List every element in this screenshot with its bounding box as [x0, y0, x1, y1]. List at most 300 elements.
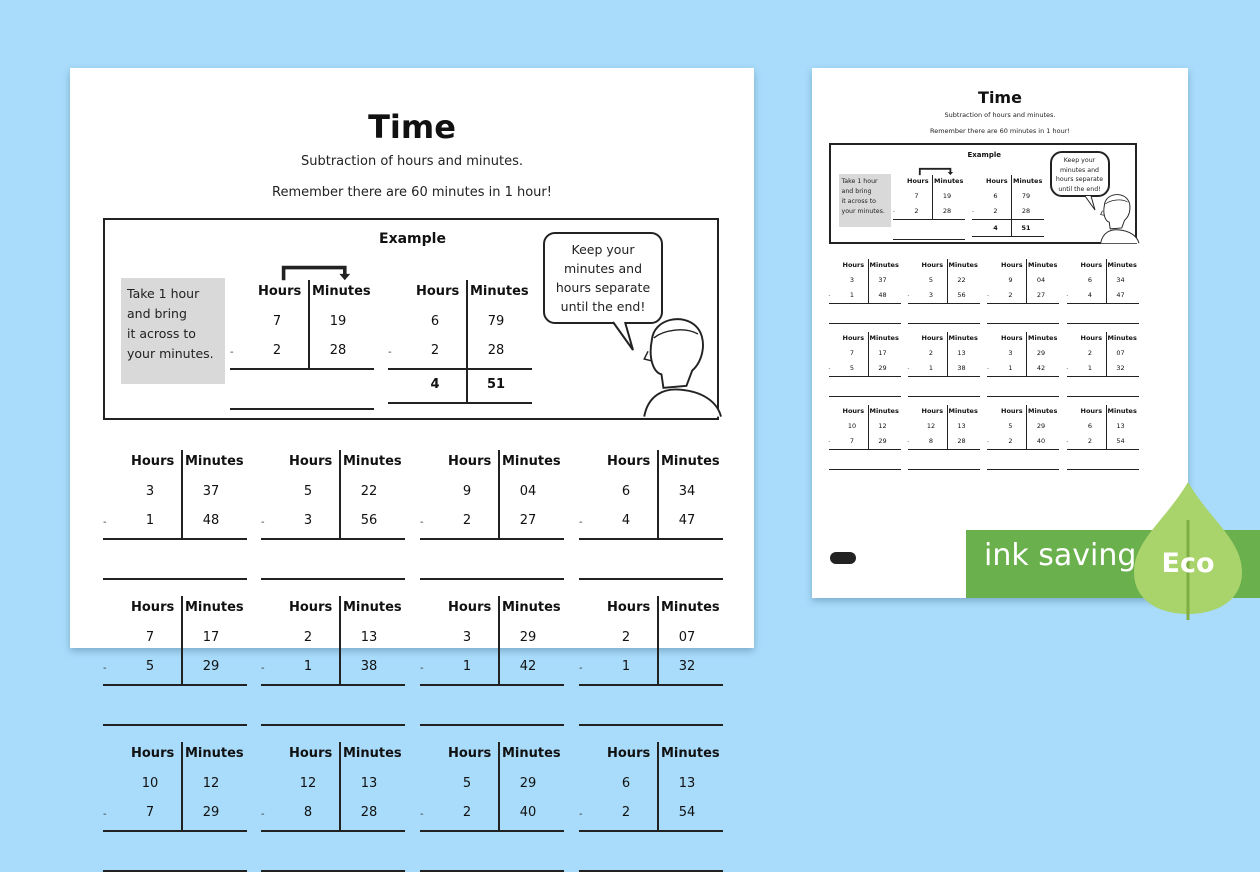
column-divider	[498, 450, 500, 538]
column-divider	[868, 332, 869, 376]
minus-sign: -	[230, 347, 234, 358]
hours-header: Hours	[842, 261, 865, 269]
small-bubble-line: minutes and	[1059, 166, 1100, 174]
minutes-header: Minutes	[1107, 407, 1137, 415]
hours-header: Hours	[289, 454, 333, 469]
hours-value: 1	[1087, 363, 1093, 372]
large-example-step2	[388, 280, 534, 392]
minutes-header: Minutes	[948, 407, 978, 415]
answer-line	[829, 376, 901, 377]
hours-value: 5	[303, 484, 313, 499]
column-divider	[947, 405, 948, 449]
answer-line	[261, 830, 405, 832]
minutes-value: 13	[957, 349, 966, 357]
hours-value: 5	[1008, 422, 1013, 430]
answer-underline	[987, 469, 1059, 470]
answer-line	[103, 684, 247, 686]
small-tip-box	[839, 174, 891, 227]
minutes-header: Minutes	[185, 600, 244, 615]
hours-value: 5	[462, 776, 472, 791]
answer-underline	[829, 469, 901, 470]
minutes-value: 38	[360, 659, 378, 674]
hours-value: 2	[430, 343, 440, 358]
large-problem-10	[261, 742, 407, 854]
minutes-value: 34	[1116, 276, 1125, 284]
hours-header: Hours	[1080, 261, 1103, 269]
hours-value: 3	[145, 484, 155, 499]
minutes-value: 29	[202, 805, 220, 820]
minutes-value: 42	[519, 659, 537, 674]
column-divider	[339, 596, 341, 684]
minutes-header: Minutes	[185, 454, 244, 469]
column-divider	[1026, 405, 1027, 449]
minutes-header: Minutes	[502, 746, 561, 761]
minutes-value: 37	[878, 276, 887, 284]
hours-value: 2	[928, 349, 934, 357]
twinkl-logo-icon	[830, 552, 856, 564]
hours-value: 3	[849, 276, 855, 284]
minutes-header: Minutes	[185, 746, 244, 761]
hours-value: 12	[299, 776, 317, 791]
minutes-header: Minutes	[869, 407, 899, 415]
column-divider	[1106, 332, 1107, 376]
answer-underline	[261, 578, 405, 580]
hours-value: 6	[1087, 276, 1093, 284]
small-tip-line: it across to	[841, 198, 876, 205]
minutes-value: 07	[1116, 349, 1125, 357]
answer-underline	[388, 402, 532, 404]
answer-underline	[908, 323, 980, 324]
minus-sign: -	[388, 347, 392, 358]
large-problem-3	[420, 450, 566, 562]
hours-value: 2	[993, 206, 998, 215]
column-divider	[1106, 405, 1107, 449]
answer-underline	[829, 396, 901, 397]
large-problem-12	[579, 742, 725, 854]
minutes-value: 29	[519, 630, 537, 645]
column-divider	[657, 450, 659, 538]
small-title: Time	[978, 88, 1022, 107]
hours-value: 3	[462, 630, 472, 645]
hours-header: Hours	[986, 177, 1008, 185]
answer-line	[987, 303, 1059, 304]
hours-header: Hours	[1080, 407, 1103, 415]
hours-value: 12	[926, 422, 936, 430]
minutes-value: 32	[678, 659, 696, 674]
hours-header: Hours	[1001, 334, 1023, 342]
large-bubble-tail	[611, 322, 641, 352]
column-divider	[657, 596, 659, 684]
minutes-header: Minutes	[661, 600, 720, 615]
minutes-value: 47	[678, 513, 696, 528]
large-problem-2	[261, 450, 407, 562]
hours-header: Hours	[448, 600, 492, 615]
answer-line	[829, 303, 901, 304]
large-example-step1	[230, 280, 376, 392]
minus-sign: -	[579, 809, 583, 820]
column-divider	[657, 742, 659, 830]
answer-underline	[829, 323, 901, 324]
minutes-header: Minutes	[470, 284, 529, 299]
column-divider	[498, 742, 500, 830]
small-tip-line: and bring	[841, 188, 872, 195]
hours-header: Hours	[131, 454, 175, 469]
large-problem-8	[579, 596, 725, 708]
minutes-header: Minutes	[1107, 261, 1137, 269]
minutes-value: 28	[957, 436, 966, 445]
small-tip-line: your minutes.	[841, 208, 885, 215]
small-example-box	[829, 143, 1137, 244]
column-divider	[181, 596, 183, 684]
minutes-value: 54	[678, 805, 696, 820]
answer-underline	[893, 239, 965, 240]
answer-underline	[579, 578, 723, 580]
minutes-value: 79	[1021, 192, 1031, 200]
hours-value: 10	[141, 776, 159, 791]
large-problem-6	[261, 596, 407, 708]
minutes-value: 28	[487, 343, 505, 358]
minutes-header: Minutes	[343, 746, 402, 761]
hours-value: 8	[303, 805, 313, 820]
minutes-value: 12	[202, 776, 220, 791]
large-problem-1	[103, 450, 249, 562]
large-example-box	[103, 218, 719, 420]
minutes-value: 54	[1116, 436, 1125, 445]
hours-value: 7	[145, 630, 155, 645]
minutes-value: 40	[519, 805, 537, 820]
minus-sign: -	[261, 809, 265, 820]
small-problem-3	[987, 259, 1060, 315]
hours-header: Hours	[416, 284, 460, 299]
hours-value: 5	[145, 659, 155, 674]
minus-sign: -	[972, 208, 974, 215]
column-divider	[498, 596, 500, 684]
answer-underline	[908, 396, 980, 397]
column-divider	[932, 175, 933, 219]
hours-header: Hours	[842, 334, 865, 342]
minutes-value: 28	[360, 805, 378, 820]
minus-sign: -	[420, 809, 424, 820]
large-problem-5	[103, 596, 249, 708]
answer-line	[908, 303, 980, 304]
answer-underline	[1067, 469, 1139, 470]
answer-line	[1067, 376, 1139, 377]
minutes-value: 40	[1036, 436, 1046, 445]
hours-value: 2	[621, 630, 631, 645]
answer-hours: 4	[430, 377, 440, 392]
large-tip-box	[121, 278, 225, 384]
small-problem-8	[1067, 332, 1140, 388]
minus-sign: -	[987, 365, 989, 372]
minutes-value: 29	[1036, 422, 1046, 430]
hours-value: 8	[928, 436, 934, 445]
small-bubble-tail	[1084, 196, 1099, 211]
hours-value: 5	[928, 276, 934, 284]
minutes-header: Minutes	[312, 284, 371, 299]
answer-line	[579, 538, 723, 540]
hours-value: 7	[849, 436, 855, 445]
minutes-value: 17	[878, 349, 887, 357]
answer-line	[987, 449, 1059, 450]
large-bubble-line: minutes and	[563, 261, 643, 276]
minus-sign: -	[103, 663, 107, 674]
minutes-value: 04	[519, 484, 537, 499]
answer-line	[388, 368, 532, 370]
hours-value: 9	[462, 484, 472, 499]
worksheet-preview-large[interactable]	[70, 68, 754, 820]
minutes-value: 56	[360, 513, 378, 528]
large-subtitle: Subtraction of hours and minutes.	[300, 154, 524, 169]
answer-underline	[230, 408, 374, 410]
minutes-value: 38	[957, 363, 966, 372]
column-divider	[868, 259, 869, 303]
minutes-value: 29	[519, 776, 537, 791]
large-example-label: Example	[379, 231, 446, 247]
column-divider	[947, 332, 948, 376]
minutes-value: 47	[1116, 290, 1125, 299]
minutes-header: Minutes	[1028, 407, 1058, 415]
minutes-header: Minutes	[502, 600, 561, 615]
answer-underline	[987, 396, 1059, 397]
answer-line	[103, 538, 247, 540]
large-tip-line: it across to	[127, 326, 196, 341]
minutes-header: Minutes	[934, 177, 964, 185]
eco-label: Eco	[1161, 548, 1215, 579]
answer-line	[261, 538, 405, 540]
hours-header: Hours	[131, 746, 175, 761]
hours-header: Hours	[131, 600, 175, 615]
hours-value: 6	[993, 192, 998, 200]
small-bubble-line: until the end!	[1058, 185, 1101, 193]
minutes-header: Minutes	[1107, 334, 1137, 342]
large-boy-illustration	[625, 298, 721, 420]
hours-value: 7	[849, 349, 855, 357]
answer-minutes: 51	[486, 377, 506, 392]
minutes-header: Minutes	[869, 261, 899, 269]
large-tip-line: your minutes.	[127, 346, 214, 361]
minutes-value: 13	[957, 422, 966, 430]
column-divider	[1011, 175, 1012, 236]
minus-sign: -	[828, 292, 831, 299]
minutes-value: 48	[878, 290, 887, 299]
hours-header: Hours	[289, 746, 333, 761]
small-example-step2	[972, 175, 1045, 231]
small-tip-line: Take 1 hour	[841, 178, 878, 185]
hours-value: 2	[1087, 349, 1093, 357]
column-divider	[947, 259, 948, 303]
minutes-header: Minutes	[1028, 261, 1058, 269]
hours-header: Hours	[907, 177, 929, 185]
minutes-value: 27	[519, 513, 537, 528]
small-problem-6	[908, 332, 981, 388]
minutes-header: Minutes	[343, 454, 402, 469]
small-problem-11	[987, 405, 1060, 461]
hours-header: Hours	[921, 261, 944, 269]
small-problem-5	[829, 332, 902, 388]
hours-header: Hours	[448, 746, 492, 761]
answer-underline	[972, 236, 1044, 237]
large-bubble-line: until the end!	[560, 299, 646, 314]
large-problem-11	[420, 742, 566, 854]
minus-sign: -	[907, 365, 910, 372]
hours-value: 1	[462, 659, 472, 674]
hours-value: 9	[1008, 276, 1013, 284]
ink-saving-label: ink saving	[984, 538, 1137, 573]
hours-value: 4	[1087, 290, 1093, 299]
column-divider	[181, 742, 183, 830]
minutes-value: 28	[1021, 206, 1031, 215]
answer-underline	[103, 724, 247, 726]
minutes-value: 29	[878, 436, 887, 445]
large-tip-line: and bring	[127, 306, 187, 321]
minutes-value: 29	[1036, 349, 1046, 357]
minus-sign: -	[1066, 292, 1069, 299]
answer-line	[261, 684, 405, 686]
answer-line	[420, 538, 564, 540]
minutes-value: 22	[957, 276, 966, 284]
minutes-value: 22	[360, 484, 378, 499]
hours-value: 7	[272, 314, 282, 329]
minutes-value: 28	[329, 343, 347, 358]
small-boy-illustration	[1091, 184, 1139, 245]
minus-sign: -	[579, 663, 583, 674]
small-bubble-line: hours separate	[1055, 176, 1104, 183]
minutes-value: 32	[1116, 363, 1125, 372]
answer-underline	[908, 469, 980, 470]
minutes-header: Minutes	[948, 261, 978, 269]
minutes-header: Minutes	[343, 600, 402, 615]
small-subtitle: Subtraction of hours and minutes.	[944, 111, 1056, 119]
answer-line	[1067, 449, 1139, 450]
column-divider	[1026, 259, 1027, 303]
hours-value: 2	[1087, 436, 1093, 445]
hours-header: Hours	[607, 746, 651, 761]
small-problem-12	[1067, 405, 1140, 461]
large-title: Time	[368, 108, 456, 146]
minus-sign: -	[261, 517, 265, 528]
minutes-value: 19	[942, 192, 952, 200]
hours-value: 4	[621, 513, 631, 528]
answer-line	[972, 219, 1044, 220]
small-problem-9	[829, 405, 902, 461]
hours-header: Hours	[289, 600, 333, 615]
hours-value: 2	[621, 805, 631, 820]
answer-line	[420, 830, 564, 832]
minutes-value: 37	[202, 484, 220, 499]
small-reminder: Remember there are 60 minutes in 1 hour!	[930, 126, 1070, 135]
column-divider	[181, 450, 183, 538]
minus-sign: -	[1066, 438, 1069, 445]
small-example-label: Example	[967, 150, 1001, 159]
hours-header: Hours	[842, 407, 865, 415]
answer-line	[829, 449, 901, 450]
minus-sign: -	[420, 517, 424, 528]
hours-value: 1	[303, 659, 313, 674]
hours-value: 6	[1087, 422, 1093, 430]
small-example-step1	[893, 175, 966, 231]
minutes-header: Minutes	[502, 454, 561, 469]
answer-line	[579, 830, 723, 832]
large-bubble-line: hours separate	[555, 280, 651, 295]
minutes-value: 13	[678, 776, 696, 791]
hours-value: 2	[462, 805, 472, 820]
answer-underline	[987, 323, 1059, 324]
answer-line	[1067, 303, 1139, 304]
minus-sign: -	[579, 517, 583, 528]
hours-value: 1	[849, 290, 855, 299]
large-tip-line: Take 1 hour	[127, 286, 200, 301]
answer-line	[103, 830, 247, 832]
hours-value: 6	[621, 484, 631, 499]
minutes-header: Minutes	[1013, 177, 1043, 185]
answer-underline	[1067, 396, 1139, 397]
large-reminder: Remember there are 60 minutes in 1 hour!	[272, 185, 552, 200]
answer-line	[230, 368, 374, 370]
minutes-value: 28	[942, 206, 952, 215]
minus-sign: -	[420, 663, 424, 674]
answer-underline	[261, 724, 405, 726]
hours-value: 2	[303, 630, 313, 645]
minus-sign: -	[987, 292, 989, 299]
hours-value: 2	[1008, 290, 1013, 299]
answer-line	[987, 376, 1059, 377]
answer-line	[893, 219, 965, 220]
hours-value: 1	[145, 513, 155, 528]
large-problem-7	[420, 596, 566, 708]
eco-leaf-icon	[1130, 480, 1250, 620]
large-problem-4	[579, 450, 725, 562]
minutes-value: 56	[957, 290, 966, 299]
hours-header: Hours	[1080, 334, 1103, 342]
minutes-value: 29	[202, 659, 220, 674]
hours-header: Hours	[258, 284, 302, 299]
minus-sign: -	[907, 292, 910, 299]
small-problem-4	[1067, 259, 1140, 315]
hours-value: 6	[621, 776, 631, 791]
hours-header: Hours	[607, 454, 651, 469]
minutes-value: 48	[202, 513, 220, 528]
answer-underline	[103, 578, 247, 580]
column-divider	[1026, 332, 1027, 376]
minutes-value: 04	[1036, 276, 1046, 284]
answer-hours: 4	[993, 223, 998, 232]
minutes-value: 79	[487, 314, 505, 329]
answer-line	[579, 684, 723, 686]
column-divider	[1106, 259, 1107, 303]
minutes-value: 27	[1036, 290, 1046, 299]
minus-sign: -	[103, 809, 107, 820]
hours-value: 1	[928, 363, 934, 372]
small-bubble-line: Keep your	[1063, 157, 1096, 164]
hours-value: 3	[1008, 349, 1013, 357]
answer-minutes: 51	[1021, 223, 1031, 232]
minutes-header: Minutes	[661, 746, 720, 761]
minus-sign: -	[103, 517, 107, 528]
column-divider	[466, 280, 468, 402]
column-divider	[308, 280, 310, 368]
answer-underline	[420, 724, 564, 726]
minutes-value: 29	[878, 363, 887, 372]
small-problem-10	[908, 405, 981, 461]
hours-value: 3	[303, 513, 313, 528]
hours-header: Hours	[1001, 261, 1023, 269]
minutes-header: Minutes	[869, 334, 899, 342]
minus-sign: -	[893, 208, 895, 215]
hours-value: 3	[928, 290, 934, 299]
hours-value: 2	[272, 343, 282, 358]
minutes-value: 12	[878, 422, 887, 430]
large-bubble-line: Keep your	[571, 242, 635, 257]
